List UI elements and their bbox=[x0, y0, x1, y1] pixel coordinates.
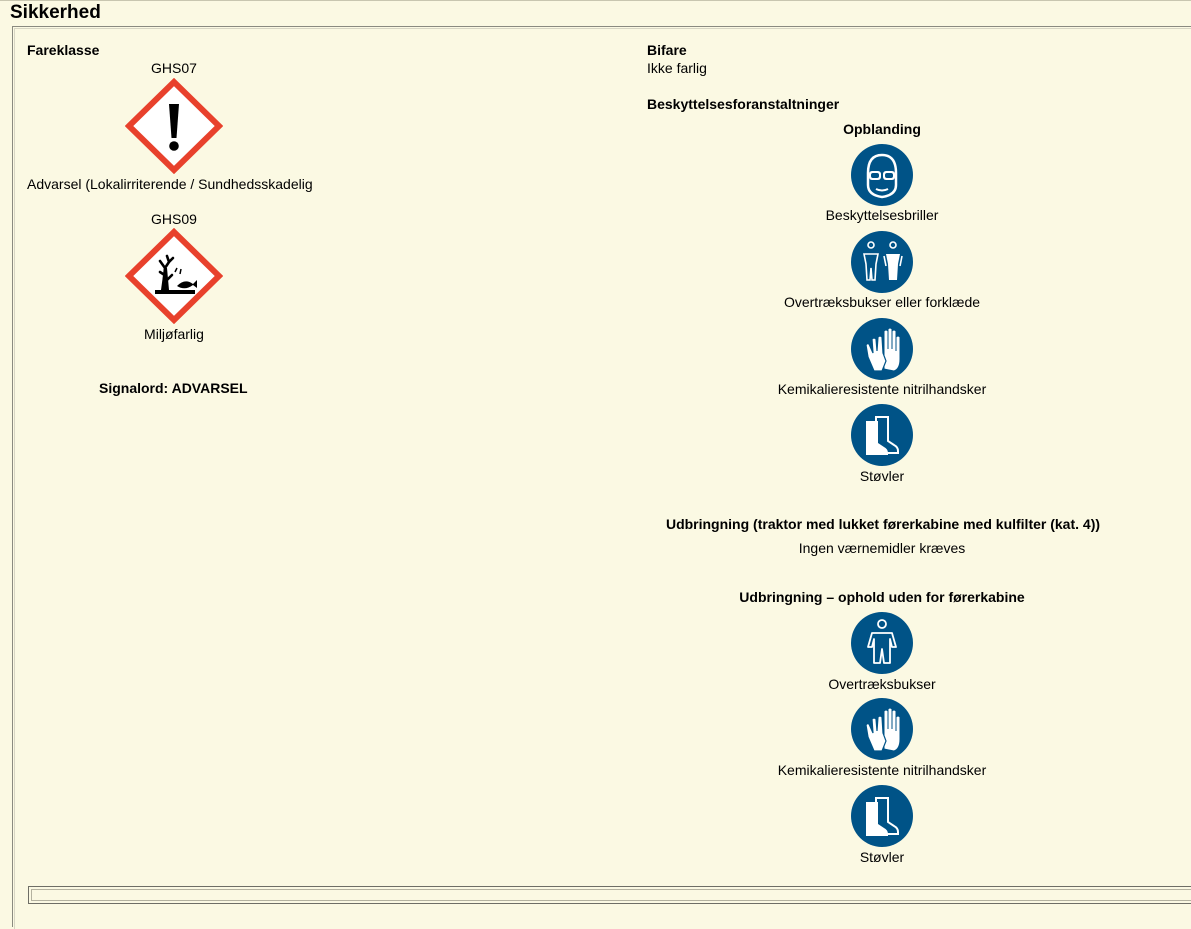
section-title-tractor: Udbringning (traktor med lukket førerkabine med kulfilter (kat. 4)) bbox=[665, 516, 1101, 532]
ghs07-description: Advarsel (Lokalirriterende / Sundhedsskadelig bbox=[27, 176, 313, 192]
protection-heading: Beskyttelsesforanstaltninger bbox=[647, 96, 840, 112]
scrollbar-track[interactable] bbox=[31, 889, 1191, 901]
protective-coverall-icon bbox=[850, 611, 914, 675]
top-divider bbox=[0, 0, 1191, 1]
ghs09-code: GHS09 bbox=[151, 211, 197, 227]
ppe-label: Kemikalieresistente nitrilhandsker bbox=[777, 381, 987, 397]
section-title-outside-cabin: Udbringning – ophold uden for førerkabine bbox=[739, 589, 1025, 605]
ppe-label: Overtræksbukser eller forklæde bbox=[783, 294, 981, 310]
protective-clothing-apron-icon bbox=[850, 230, 914, 294]
hazard-heading: Fareklasse bbox=[27, 42, 100, 58]
ppe-label: Overtræksbukser bbox=[828, 676, 936, 692]
side-hazard-heading: Bifare bbox=[647, 42, 687, 58]
ghs07-code: GHS07 bbox=[151, 60, 197, 76]
ppe-label: Støvler bbox=[859, 849, 905, 865]
exclamation-mark-icon bbox=[125, 78, 223, 174]
environment-hazard-icon bbox=[125, 228, 223, 324]
gloves-icon bbox=[850, 317, 914, 381]
gloves-icon bbox=[850, 697, 914, 761]
section-title-opblanding: Opblanding bbox=[843, 121, 921, 137]
ppe-label: Støvler bbox=[859, 468, 905, 484]
page-title: Sikkerhed bbox=[10, 2, 101, 23]
ppe-label: Kemikalieresistente nitrilhandsker bbox=[777, 762, 987, 778]
signal-word: Signalord: ADVARSEL bbox=[99, 380, 248, 396]
side-hazard-value: Ikke farlig bbox=[647, 60, 707, 76]
boots-icon bbox=[850, 784, 914, 848]
horizontal-scrollbar[interactable] bbox=[28, 886, 1191, 904]
boots-icon bbox=[850, 403, 914, 467]
ppe-label: Beskyttelsesbriller bbox=[825, 207, 939, 223]
ghs09-description: Miljøfarlig bbox=[144, 326, 204, 342]
safety-goggles-icon bbox=[850, 143, 914, 207]
no-ppe-note: Ingen værnemidler kræves bbox=[798, 540, 966, 556]
